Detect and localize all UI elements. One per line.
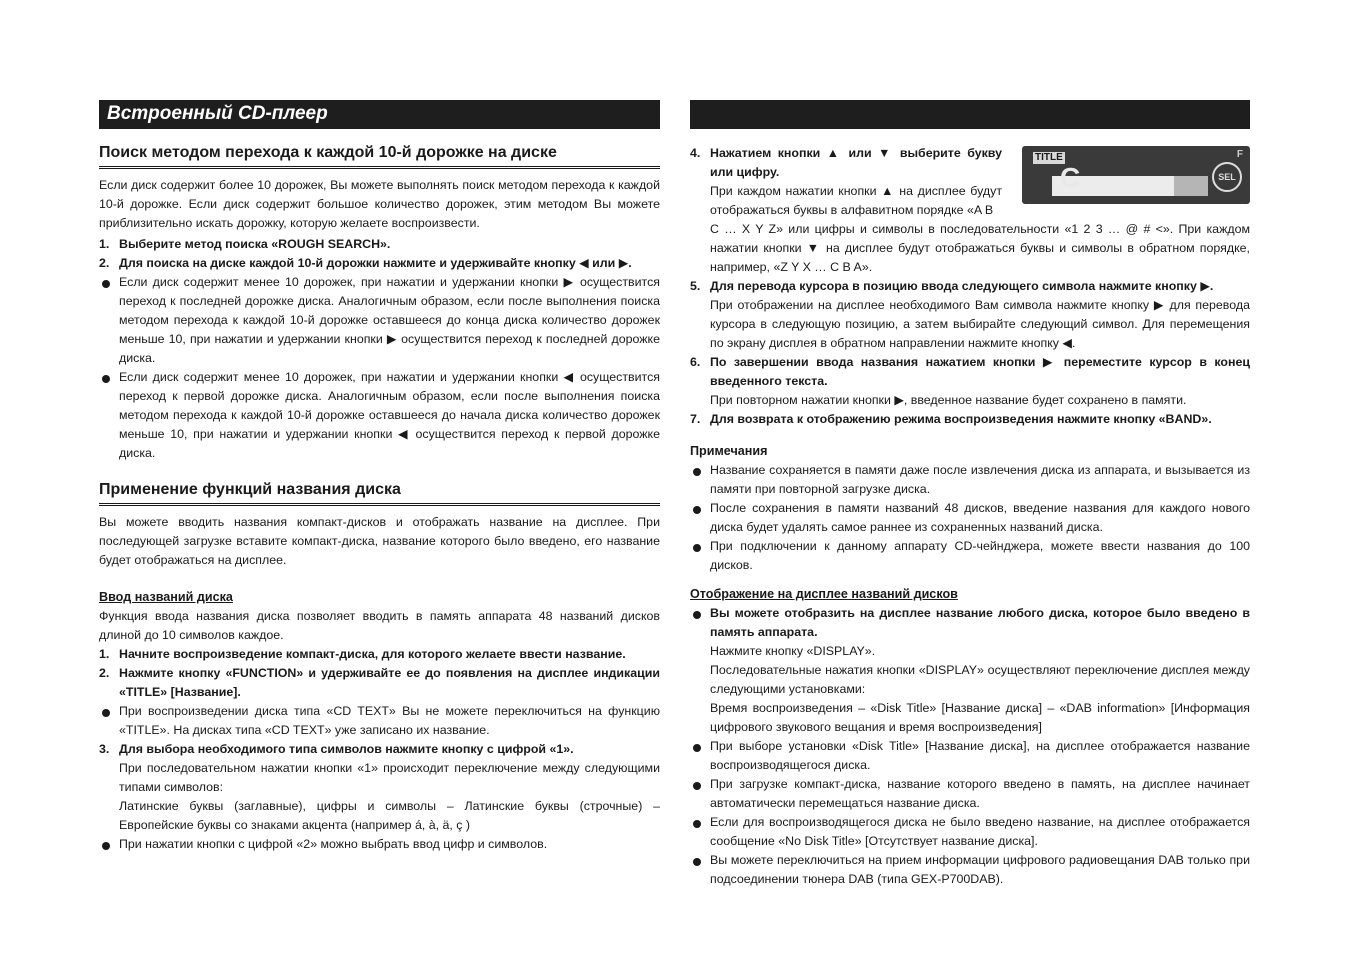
lcd-display-illustration xyxy=(1022,146,1250,204)
notes-title: Примечания xyxy=(690,444,768,458)
step-number: 3. xyxy=(99,742,110,756)
title-input-step-7 xyxy=(690,410,1250,429)
step-text: Выберите метод поиска «ROUGH SEARCH». xyxy=(119,237,391,251)
step-text: Начните воспроизведение компакт-диска, для которого желаете ввести название. xyxy=(119,647,626,661)
step-text: Нажатием кнопки ▲ или ▼ выберите букву или цифру. xyxy=(710,146,1002,179)
left-column xyxy=(99,100,660,854)
step-4-text-cont: C … X Y Z» или цифры и символы в последовательности «1 2 3 … @ # <». При каждом нажатии кнопки ▼ на дисплее будут отображаться буквы и символы в обратном порядке, например, «Z Y X … C B A». xyxy=(710,222,1250,274)
section-banner: Встроенный CD-плеер xyxy=(99,100,660,129)
rough-search-bullet-1: Если диск содержит менее 10 дорожек, при нажатии и удержании кнопки ▶ осуществится переход к последней дорожке диска. Аналогичным образом, если после выполнения поиска методом перехода к каждой 10-й дорожке оставшееся до конца диска количество дорожек меньше 10, при нажатии и удержании кнопки ▶ осуществится переход к последней дорожке диска. xyxy=(99,273,660,368)
rough-search-step-1 xyxy=(99,235,660,254)
display-bullet-5: Вы можете переключиться на прием информации цифрового радиовещания DAB только при подсоединении тюнера DAB (типа GEX-P700DAB). xyxy=(690,851,1250,889)
display-f-label: F xyxy=(1236,149,1243,160)
note-3: При подключении к данному аппарату CD-чейнджера, можете ввести названия до 100 дисков. xyxy=(690,537,1250,575)
disc-title-intro: Вы можете вводить названия компакт-дисков и отображать название на дисплее. При последующей загрузке вставите компакт-диска, название которого было введено, его название будет отображаться на дисплее. xyxy=(99,515,660,567)
step-text: По завершении ввода названия нажатием кнопки ▶ переместите курсор в конец введенного текста. xyxy=(710,355,1250,388)
step-4-text: При каждом нажатии кнопки ▲ на дисплее будут отображаться буквы в алфавитном порядке «A B xyxy=(710,184,1002,217)
display-title-subheading: Отображение на дисплее названий дисков xyxy=(690,587,958,601)
title-input-step-3-charsets: Латинские буквы (заглавные), цифры и символы – Латинские буквы (строчные) – Европейские буквы со знаками акцента (например á, à, ä, ç ) xyxy=(119,799,660,832)
step-text: Для выбора необходимого типа символов нажмите кнопку с цифрой «1». xyxy=(119,742,574,756)
right-column xyxy=(690,100,1250,889)
step-number: 1. xyxy=(99,237,110,251)
display-bullet-1-head: Вы можете отобразить на дисплее название любого диска, которое было введено в память аппарата. xyxy=(690,604,1250,642)
title-input-bullet-cdtext: При воспроизведении диска типа «CD TEXT» Вы не можете переключиться на функцию «TITLE». На дисках типа «CD TEXT» уже записано их название. xyxy=(99,702,660,740)
title-input-step-4 xyxy=(690,144,1002,182)
rough-search-heading: Поиск методом перехода к каждой 10-й дорожке на диске xyxy=(99,144,660,169)
step-number: 5. xyxy=(690,279,701,293)
title-input-step-3 xyxy=(99,740,660,759)
title-input-step-2 xyxy=(99,664,660,702)
display-bullet-3: При загрузке компакт-диска, название которого введено в память, на дисплее начинает автоматически перемещаться название диска. xyxy=(690,775,1250,813)
step-number: 2. xyxy=(99,666,110,680)
step-number: 6. xyxy=(690,355,701,369)
rough-search-bullet-2: Если диск содержит менее 10 дорожек, при нажатии и удержании кнопки ◀ осуществится переход к первой дорожке диска. Аналогичным образом, если после выполнения поиска методом перехода к каждой 10-й дорожке оставшееся до начала диска количество дорожек меньше 10, при нажатии и удержании кнопки ◀ осуществится переход к первой дорожке диска. xyxy=(99,368,660,463)
rough-search-intro: Если диск содержит более 10 дорожек, Вы можете выполнять поиск методом перехода к каждой 10-й дорожке. Если диск содержит большое количество дорожек, этим методом Вы можете приблизительно искать дорожку, которую желаете воспроизвести. xyxy=(99,178,660,230)
display-bullet-2: При выборе установки «Disk Title» [Название диска], на дисплее отображается название воспроизводящегося диска. xyxy=(690,737,1250,775)
step-4-block xyxy=(690,144,1002,220)
step-number: 2. xyxy=(99,256,110,270)
title-input-step-1 xyxy=(99,645,660,664)
title-input-subheading: Ввод названий диска xyxy=(99,590,233,604)
step-text: Для поиска на диске каждой 10-й дорожки нажмите и удерживайте кнопку ◀ или ▶. xyxy=(119,256,632,270)
display-title-label: TITLE xyxy=(1035,152,1063,163)
step-5-text: При отображении на дисплее необходимого Вам символа нажмите кнопку ▶ для перевода курсора в следующую позицию, а затем выбирайте следующий символ. Для перемещения по экрану дисплея в обратном направлении нажмите кнопку ◀. xyxy=(710,298,1250,350)
sel-icon: SEL xyxy=(1212,162,1242,192)
title-input-step-5 xyxy=(690,277,1250,296)
step-number: 7. xyxy=(690,412,701,426)
note-2: После сохранения в памяти названий 48 дисков, введение названия для каждого нового диска будет удалять самое раннее из сохраненных названий диска. xyxy=(690,499,1250,537)
section-banner-right xyxy=(690,100,1250,129)
title-input-bullet-digits: При нажатии кнопки с цифрой «2» можно выбрать ввод цифр и символов. xyxy=(99,835,660,854)
title-input-step-6 xyxy=(690,353,1250,391)
title-input-step-3-text: При последовательном нажатии кнопки «1» происходит переключение между следующими типами символов: xyxy=(119,761,660,794)
step-6-text: При повторном нажатии кнопки ▶, введенное название будет сохранено в памяти. xyxy=(710,393,1187,407)
note-1: Название сохраняется в памяти даже после извлечения диска из аппарата, и вызывается из памяти при повторной загрузке диска. xyxy=(690,461,1250,499)
display-bullet-1-text-1: Нажмите кнопку «DISPLAY». xyxy=(710,644,876,658)
step-number: 4. xyxy=(690,146,701,160)
title-input-intro: Функция ввода названия диска позволяет вводить в память аппарата 48 названий дисков длиной до 10 символов каждое. xyxy=(99,609,660,642)
rough-search-step-2 xyxy=(99,254,660,273)
disc-title-heading: Применение функций названия диска xyxy=(99,481,660,506)
display-bullet-4: Если для воспроизводящегося диска не было введено название, на дисплее отображается сообщение «No Disk Title» [Отсутствует название диска]. xyxy=(690,813,1250,851)
display-cursor-char: C xyxy=(1060,162,1081,193)
step-text: Нажмите кнопку «FUNCTION» и удерживайте ее до появления на дисплее индикации «TITLE» [Название]. xyxy=(119,666,660,699)
step-text: Для возврата к отображению режима воспроизведения нажмите кнопку «BAND». xyxy=(710,412,1212,426)
display-input-segment xyxy=(1174,176,1208,196)
step-text: Для перевода курсора в позицию ввода следующего символа нажмите кнопку ▶. xyxy=(710,279,1214,293)
step-number: 1. xyxy=(99,647,110,661)
display-bullet-1-text-2: Последовательные нажатия кнопки «DISPLAY» осуществляют переключение дисплея между следующими установками: xyxy=(710,663,1250,696)
display-bullet-1-text-3: Время воспроизведения – «Disk Title» [Название диска] – «DAB information» [Информация цифрового звукового вещания и время воспроизведения] xyxy=(710,701,1250,734)
